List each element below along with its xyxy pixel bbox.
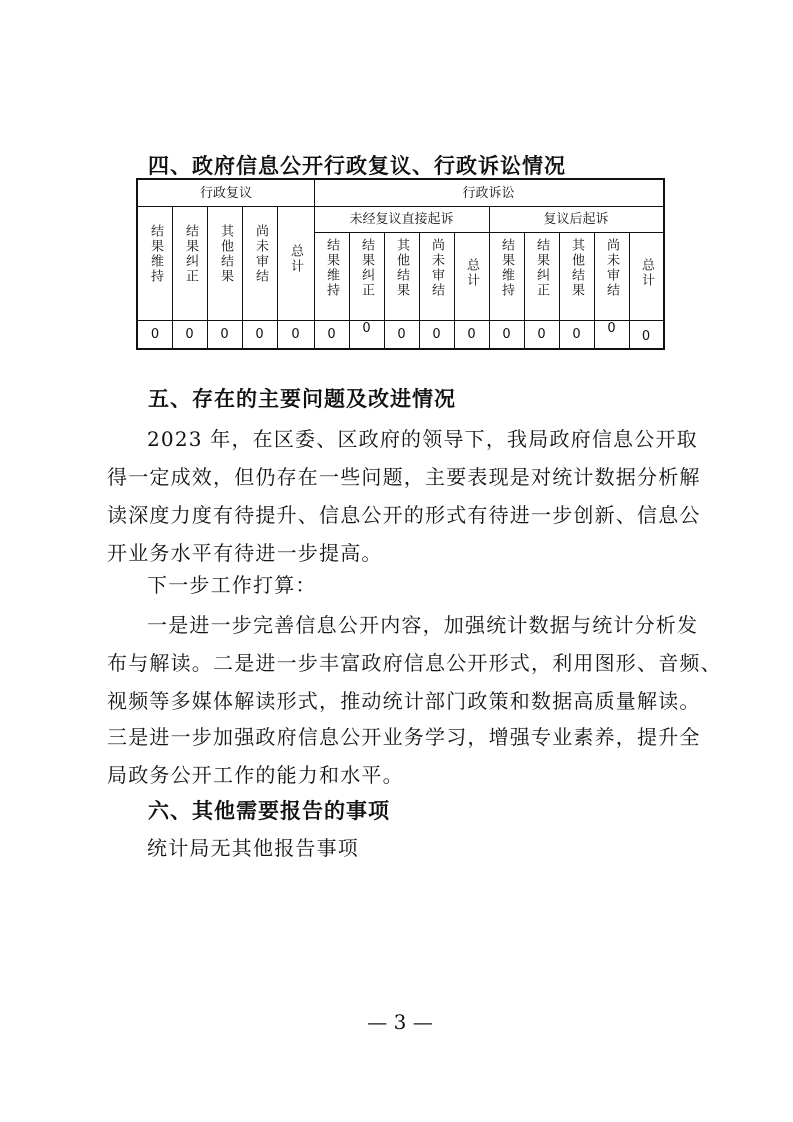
table-cell: 0 (537, 327, 546, 342)
table-cell: 0 (641, 329, 651, 344)
col-header: 总计 (288, 244, 303, 274)
section6-title: 六、其他需要报告的事项 (148, 799, 390, 823)
table-cell: 0 (607, 321, 616, 336)
col-header: 结果维持 (148, 224, 163, 284)
table-cell: 0 (502, 327, 511, 342)
col-header: 总计 (639, 258, 654, 288)
page-number: — 3 — (367, 1010, 433, 1034)
header-review: 行政复议 (199, 186, 252, 201)
col-header: 结果维持 (324, 238, 339, 298)
header-direct: 未经复议直接起诉 (349, 212, 454, 227)
section5-title: 五、存在的主要问题及改进情况 (148, 387, 456, 411)
col-header: 结果纠正 (183, 224, 198, 284)
paragraph-line: 局政务公开工作的能力和水平。 (107, 763, 404, 787)
table-cell: 0 (397, 327, 406, 342)
paragraph-line: 2023 年，在区委、区政府的领导下，我局政府信息公开取 (147, 427, 698, 451)
disclosure-table (136, 178, 665, 350)
table-cell: 0 (150, 327, 160, 342)
header-after: 复议后起诉 (543, 212, 609, 227)
col-header: 结果纠正 (359, 238, 374, 298)
table-cell: 0 (327, 327, 336, 342)
table-cell: 0 (185, 327, 194, 342)
col-header: 尚未审结 (604, 238, 619, 298)
section4-title: 四、政府信息公开行政复议、行政诉讼情况 (148, 154, 566, 178)
table-line (314, 180, 315, 348)
col-header: 尚未审结 (253, 224, 268, 284)
paragraph-line: 三是进一步加强政府信息公开业务学习，增强专业素养，提升全 (107, 725, 701, 749)
table-cell: 0 (467, 327, 476, 342)
paragraph-line: 读深度力度有待提升、信息公开的形式有待进一步创新、信息公 (107, 503, 701, 527)
table-cell: 0 (255, 327, 264, 342)
col-header: 结果维持 (499, 238, 514, 298)
col-header: 其他结果 (218, 224, 233, 284)
paragraph-line: 开业务水平有待进一步提高。 (107, 541, 383, 565)
col-header: 尚未审结 (429, 238, 444, 298)
table-cell: 0 (572, 327, 581, 342)
table-line (138, 206, 663, 207)
paragraph-line: 视频等多媒体解读形式，推动统计部门政策和数据高质量解读。 (107, 689, 701, 713)
table-cell: 0 (362, 321, 371, 336)
col-header: 其他结果 (394, 238, 409, 298)
col-header: 结果纠正 (534, 238, 549, 298)
paragraph-line: 一是进一步完善信息公开内容，加强统计数据与统计分析发 (147, 613, 699, 637)
paragraph-line: 下一步工作打算： (147, 573, 317, 597)
header-litigation: 行政诉讼 (462, 186, 515, 201)
col-header: 其他结果 (569, 238, 584, 298)
paragraph-line: 得一定成效，但仍存在一些问题，主要表现是对统计数据分析解 (107, 465, 701, 489)
table-cell: 0 (291, 327, 300, 342)
paragraph-line: 布与解读。二是进一步丰富政府信息公开形式，利用图形、音频、 (107, 651, 722, 675)
table-line (138, 320, 663, 321)
table-cell: 0 (432, 327, 441, 342)
section6-text: 统计局无其他报告事项 (147, 836, 359, 860)
col-header: 总计 (464, 258, 479, 288)
table-cell: 0 (220, 327, 229, 342)
